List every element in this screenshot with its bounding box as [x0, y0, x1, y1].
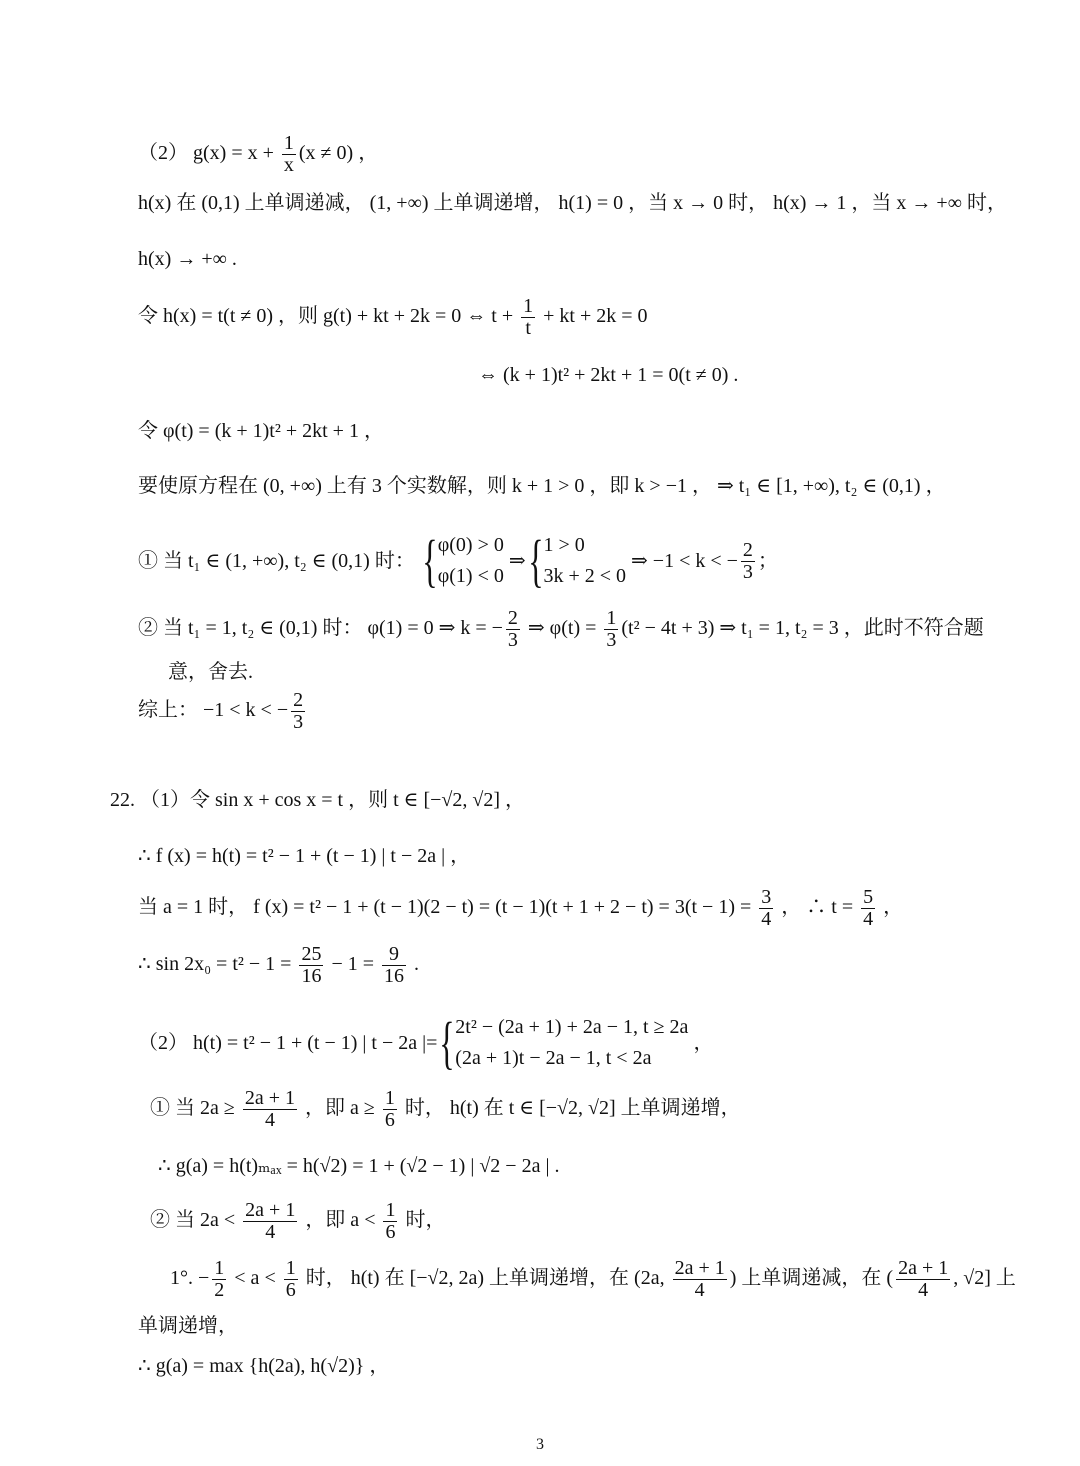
fraction: $\frac{2a + 1}{4}$: [898, 1257, 949, 1301]
text-line: 令 h(x) = t(t ≠ 0) ，则 g(t) + kt + 2k = 0 ⇔ t + $\frac{1}{t}$ + kt + 2k = 0: [138, 295, 648, 339]
fraction: $\frac{2}{3}$: [742, 538, 753, 583]
text-line: ∴ g(a) = max {h(2a), h(√2)} ，: [138, 1355, 390, 1377]
piecewise-line: （2） h(t) = t² − 1 + (t − 1) | t − 2a |={ 2t² − (2a + 1) + 2a − 1, t ≥ 2a (2a + 1)t − 2a − 1, t < 2a ，: [138, 1010, 714, 1075]
fraction: $\frac{2a + 1}{4}$: [674, 1257, 725, 1301]
fraction: $\frac{1}{t}$: [523, 295, 534, 339]
text-line: 意，舍去.: [168, 661, 253, 683]
text-line: ② 当 2a < $\frac{2a + 1}{4}$ ，即 a < $\frac{1}{6}$ 时，: [150, 1199, 446, 1243]
fraction: $\frac{2a + 1}{4}$: [245, 1199, 296, 1243]
fraction: $\frac{5}{4}$: [863, 886, 874, 930]
text-line: ∴ sin 2x₀ = t² − 1 = $\frac{25}{16}$ − 1 = $\frac{9}{16}$ .: [138, 943, 419, 987]
fraction: $\frac{1}{x}$: [283, 132, 294, 176]
fraction: $\frac{1}{6}$: [285, 1257, 296, 1301]
fraction: $\frac{9}{16}$: [384, 943, 404, 987]
text-line: 当 a = 1 时， f (x) = t² − 1 + (t − 1)(2 − t) = (t − 1)(t + 1 + 2 − t) = 3(t − 1) = $\frac{3}{4}$ ， ∴ t = $\frac{5}{4}$ ，: [138, 886, 904, 930]
text-line: h(x) 在 (0,1) 上单调递减， (1, +∞) 上单调递增， h(1) = 0 ，当 x → 0 时， h(x) → 1 ，当 x → +∞ 时，: [138, 192, 1007, 214]
fraction: $\frac{2}{3}$: [293, 689, 304, 733]
text-line: 令 φ(t) = (k + 1)t² + 2kt + 1 ，: [138, 420, 384, 442]
fraction: $\frac{25}{16}$: [301, 943, 322, 987]
system-of-inequalities: 1 > 0 3k + 2 < 0: [543, 534, 627, 587]
text-line: ⇔ (k + 1)t² + 2kt + 1 = 0(t ≠ 0) .: [478, 364, 739, 386]
text-line: ① 当 2a ≥ $\frac{2a + 1}{4}$ ，即 a ≥ $\frac{1}{6}$ 时， h(t) 在 t ∈ [−√2, √2] 上单调递增，: [150, 1087, 741, 1131]
case-2-line: ② 当 t₁ = 1, t₂ ∈ (0,1) 时： φ(1) = 0 ⇒ k = − $\frac{2}{3}$ ⇒ φ(t) = $\frac{1}{3}$ (t² − 4t + 3) ⇒ t₁ = 1, t₂ = 3 ，此时不符合题: [138, 607, 984, 651]
text-line: 1°. − $\frac{1}{2}$ < a < $\frac{1}{6}$ 时， h(t) 在 [−√2, 2a) 上单调递增，在 (2a, $\frac{2a + 1}{4}$ ) 上单调递减，在 ( $\frac{2a + 1}{4}$ , √2] 上: [170, 1257, 1016, 1301]
case-1-line: ① 当 t₁ ∈ (1, +∞), t₂ ∈ (0,1) 时： { φ(0) > 0 φ(1) < 0 ⇒{ 1 > 0 3k + 2 < 0 ⇒ −1 < k < − $\frac{2}{3}$ ；: [138, 528, 778, 593]
left-brace: {: [439, 1010, 456, 1075]
problem-22-heading: 22. （1）令 sin x + cos x = t ，则 t ∈ [−√2, √2] ，: [110, 789, 526, 811]
piecewise-cases: 2t² − (2a + 1) + 2a − 1, t ≥ 2a (2a + 1)t − 2a − 1, t < 2a: [455, 1016, 689, 1069]
text-line: ∴ g(a) = h(t)ₘₐₓ = h(√2) = 1 + (√2 − 1) | √2 − 2a | .: [158, 1155, 560, 1177]
part2-heading-line: （2） g(x) = x + $\frac{1}{x}$ (x ≠ 0) ，: [138, 132, 379, 176]
fraction: $\frac{1}{6}$: [385, 1199, 396, 1243]
text-line: ∴ f (x) = h(t) = t² − 1 + (t − 1) | t − 2a | ，: [138, 845, 471, 867]
fraction: $\frac{1}{3}$: [606, 607, 617, 651]
text-line: 要使原方程在 (0, +∞) 上有 3 个实数解，则 k + 1 > 0 ，即 k > −1 ， ⇒ t₁ ∈ [1, +∞), t₂ ∈ (0,1) ，: [138, 475, 946, 497]
page-number: 3: [536, 1436, 544, 1453]
fraction: $\frac{1}{6}$: [384, 1087, 395, 1131]
fraction: $\frac{3}{4}$: [761, 886, 772, 930]
left-brace: {: [422, 528, 438, 593]
fraction: $\frac{1}{2}$: [214, 1257, 225, 1301]
fraction: $\frac{2}{3}$: [507, 607, 518, 651]
fraction: $\frac{2a + 1}{4}$: [244, 1087, 296, 1131]
text-line: 单调递增，: [138, 1315, 238, 1337]
text-line: h(x) → +∞ .: [138, 248, 237, 270]
conclusion-line: 综上： −1 < k < − $\frac{2}{3}$: [138, 689, 304, 733]
left-brace: {: [527, 528, 544, 593]
system-of-inequalities: φ(0) > 0 φ(1) < 0: [437, 534, 504, 587]
